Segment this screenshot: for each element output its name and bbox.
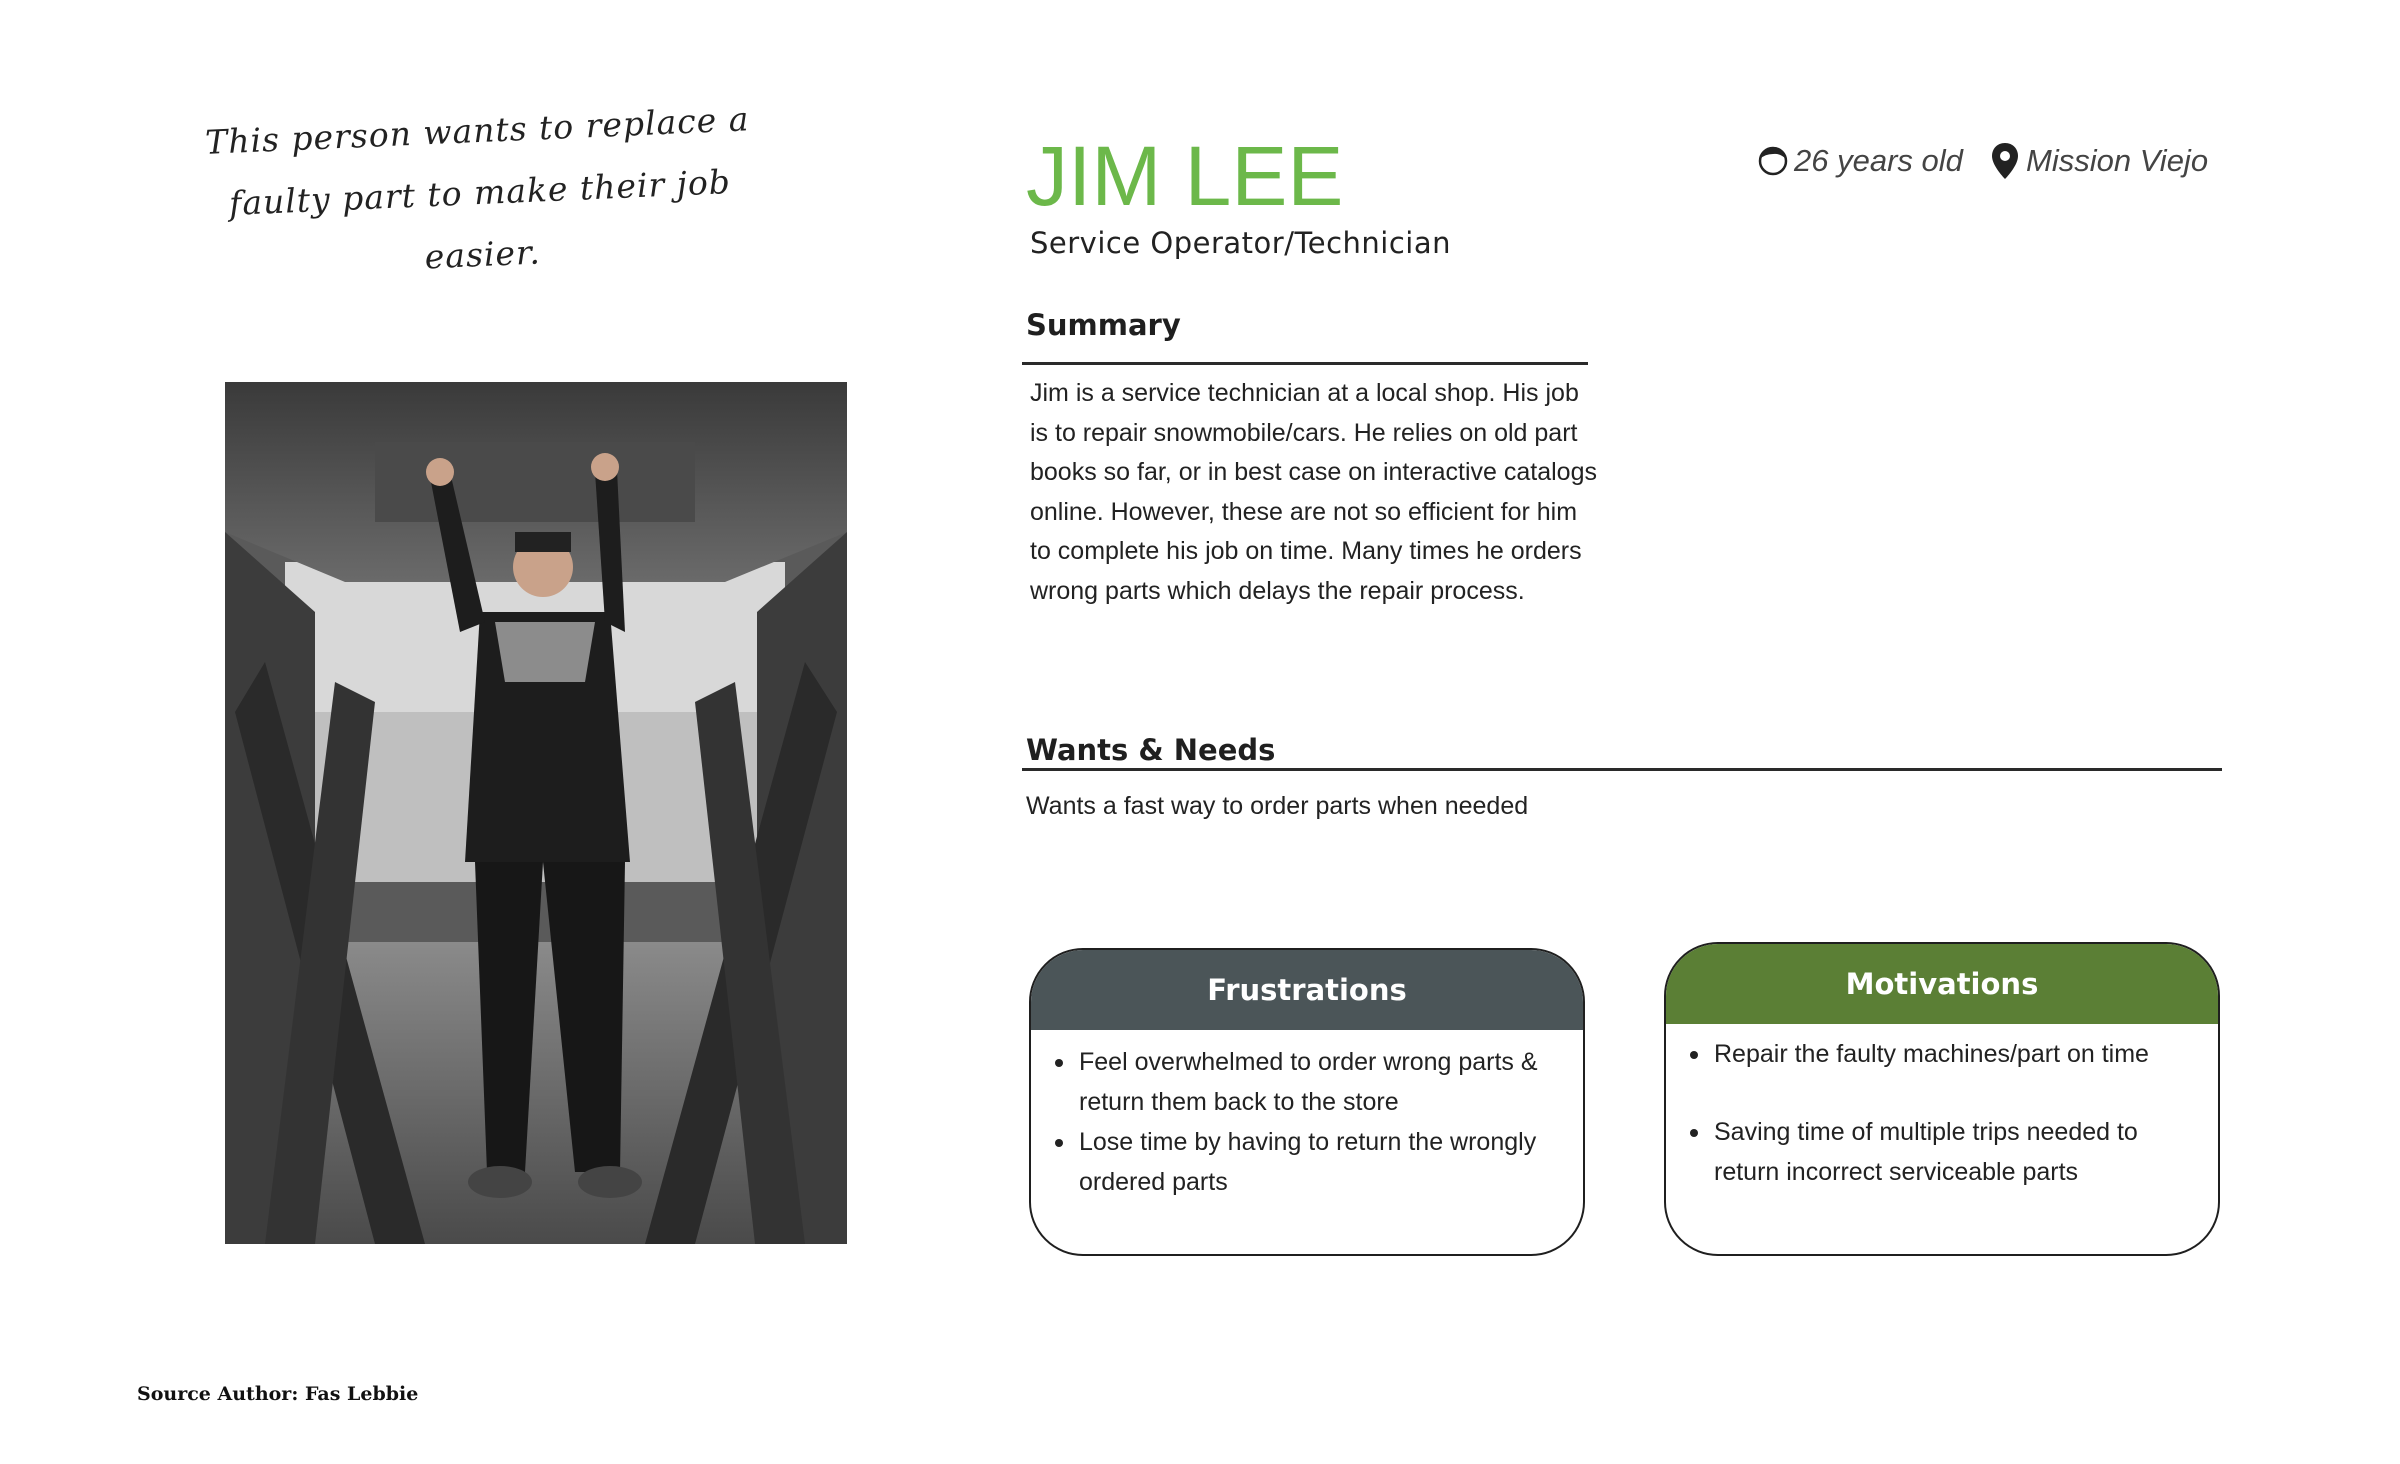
- list-item: Saving time of multiple trips needed to return incorrect serviceable parts: [1714, 1112, 2218, 1192]
- frustrations-card: [1029, 948, 1585, 1256]
- persona-quote: This person wants to replace a faulty part to make their job easier.: [204, 99, 751, 277]
- age-text: 26 years old: [1794, 143, 1963, 178]
- frustrations-heading: Frustrations: [1031, 950, 1583, 1030]
- persona-name: JIM LEE: [1026, 129, 1344, 223]
- age-meta: [1758, 140, 1963, 182]
- motivations-card: [1664, 942, 2220, 1256]
- list-item: Repair the faulty machines/part on time: [1714, 1034, 2218, 1074]
- summary-heading: Summary: [1026, 308, 1181, 342]
- motivations-heading: Motivations: [1666, 944, 2218, 1024]
- technician-under-car-image: [225, 382, 847, 1244]
- person-head-icon: [1758, 143, 1788, 179]
- persona-role: Service Operator/Technician: [1030, 226, 1452, 260]
- location-meta: [1990, 140, 2208, 182]
- location-text: Mission Viejo: [2026, 143, 2209, 178]
- motivations-list: [1666, 1024, 2218, 1192]
- wants-needs-heading: Wants & Needs: [1026, 733, 1276, 767]
- list-item: Lose time by having to return the wrongly ordered parts: [1079, 1122, 1583, 1202]
- summary-text: Jim is a service technician at a local shop. His job is to repair snowmobile/cars. He relies on old part books so far, or in best case on interactive catalogs online. However, these are not so efficient for him to complete his job on time. Many times he orders wrong parts which delays the repair process.: [1030, 379, 1597, 605]
- list-item: Feel overwhelmed to order wrong parts & return them back to the store: [1079, 1042, 1583, 1122]
- persona-photo: [225, 382, 847, 1244]
- summary-divider: [1022, 362, 1588, 365]
- wants-needs-text: Wants a fast way to order parts when needed: [1026, 792, 1529, 820]
- map-pin-icon: [1990, 141, 2020, 181]
- wants-needs-divider: [1022, 768, 2222, 771]
- frustrations-list: [1031, 1030, 1583, 1202]
- source-author: Source Author: Fas Lebbie: [137, 1383, 419, 1405]
